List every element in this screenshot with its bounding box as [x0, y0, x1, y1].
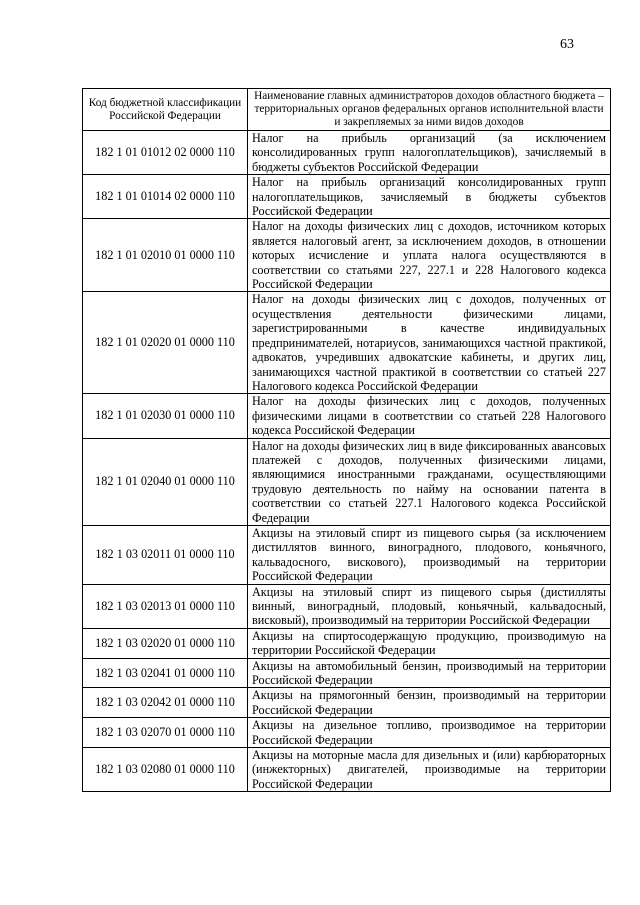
revenue-description-cell: Акцизы на спиртосодержащую продукцию, производимую на территории Российской Федерации — [248, 628, 611, 658]
budget-code-cell: 182 1 01 02040 01 0000 110 — [83, 438, 248, 525]
budget-code-cell: 182 1 03 02070 01 0000 110 — [83, 718, 248, 748]
budget-classification-table — [82, 88, 611, 792]
revenue-description-cell: Налог на доходы физических лиц с доходов, полученных от осуществления деятельности физическими лицами, зарегистрированными в качестве индивидуальных предпринимателей, нотариусов, занимающихся частной практикой, адвокатов, учредивших адвокатские кабинеты, и других лиц, занимающихся частной практикой в соответствии со статьей 227 Налогового кодекса Российской Федерации — [248, 292, 611, 394]
page-number: 63 — [560, 37, 574, 52]
revenue-description-cell: Налог на доходы физических лиц с доходов, полученных физическими лицами в соответствии со статьей 228 Налогового кодекса Российской Федерации — [248, 394, 611, 438]
revenue-description-cell: Налог на доходы физических лиц с доходов, источником которых является налоговый агент, за исключением доходов, в отношении которых исчисление и уплата налога осуществляются в соответствии со статьями 227, 227.1 и 228 Налогового кодекса Российской Федерации — [248, 219, 611, 292]
column-header-name: Наименование главных администраторов доходов областного бюджета – территориальных органов федеральных органов исполнительной власти и закрепляемых за ними видов доходов — [248, 89, 611, 131]
table-header-row — [83, 89, 611, 131]
table-row — [83, 175, 611, 219]
budget-code-cell: 182 1 03 02020 01 0000 110 — [83, 628, 248, 658]
budget-code-cell: 182 1 01 02020 01 0000 110 — [83, 292, 248, 394]
table-row — [83, 688, 611, 718]
table-row — [83, 292, 611, 394]
budget-code-cell: 182 1 03 02042 01 0000 110 — [83, 688, 248, 718]
revenue-description-cell: Налог на прибыль организаций консолидированных групп налогоплательщиков, зачисляемый в бюджеты субъектов Российской Федерации — [248, 175, 611, 219]
revenue-description-cell: Акцизы на прямогонный бензин, производимый на территории Российской Федерации — [248, 688, 611, 718]
table-body — [83, 131, 611, 792]
table-row — [83, 628, 611, 658]
budget-code-cell: 182 1 03 02041 01 0000 110 — [83, 658, 248, 688]
table-row — [83, 219, 611, 292]
budget-code-cell: 182 1 03 02013 01 0000 110 — [83, 584, 248, 628]
table-row — [83, 718, 611, 748]
revenue-description-cell: Акцизы на этиловый спирт из пищевого сырья (за исключением дистиллятов винного, виноградного, плодового, коньячного, кальвадосного, вискового), производимый на территории Российской Федерации — [248, 525, 611, 584]
budget-code-cell: 182 1 03 02011 01 0000 110 — [83, 525, 248, 584]
budget-code-cell: 182 1 03 02080 01 0000 110 — [83, 748, 248, 792]
budget-code-cell: 182 1 01 01014 02 0000 110 — [83, 175, 248, 219]
budget-code-cell: 182 1 01 01012 02 0000 110 — [83, 131, 248, 175]
revenue-description-cell: Налог на доходы физических лиц в виде фиксированных авансовых платежей с доходов, полученных физическими лицами, являющимися иностранными гражданами, осуществляющими трудовую деятельность по найму на основании патента в соответствии со статьей 227.1 Налогового кодекса Российской Федерации — [248, 438, 611, 525]
table-row — [83, 748, 611, 792]
table-row — [83, 658, 611, 688]
table-row — [83, 394, 611, 438]
table-row — [83, 584, 611, 628]
budget-code-cell: 182 1 01 02010 01 0000 110 — [83, 219, 248, 292]
revenue-description-cell: Акцизы на автомобильный бензин, производимый на территории Российской Федерации — [248, 658, 611, 688]
table-row — [83, 438, 611, 525]
budget-code-cell: 182 1 01 02030 01 0000 110 — [83, 394, 248, 438]
revenue-description-cell: Налог на прибыль организаций (за исключением консолидированных групп налогоплательщиков), зачисляемый в бюджеты субъектов Российской Федерации — [248, 131, 611, 175]
revenue-description-cell: Акцизы на дизельное топливо, производимое на территории Российской Федерации — [248, 718, 611, 748]
revenue-description-cell: Акцизы на моторные масла для дизельных и (или) карбюраторных (инжекторных) двигателей, производимые на территории Российской Федерации — [248, 748, 611, 792]
table-row — [83, 525, 611, 584]
table-row — [83, 131, 611, 175]
revenue-description-cell: Акцизы на этиловый спирт из пищевого сырья (дистилляты винный, виноградный, плодовый, коньячный, кальвадосный, висковый), производимый на территории Российской Федерации — [248, 584, 611, 628]
column-header-code: Код бюджетной классификации Российской Федерации — [83, 89, 248, 131]
